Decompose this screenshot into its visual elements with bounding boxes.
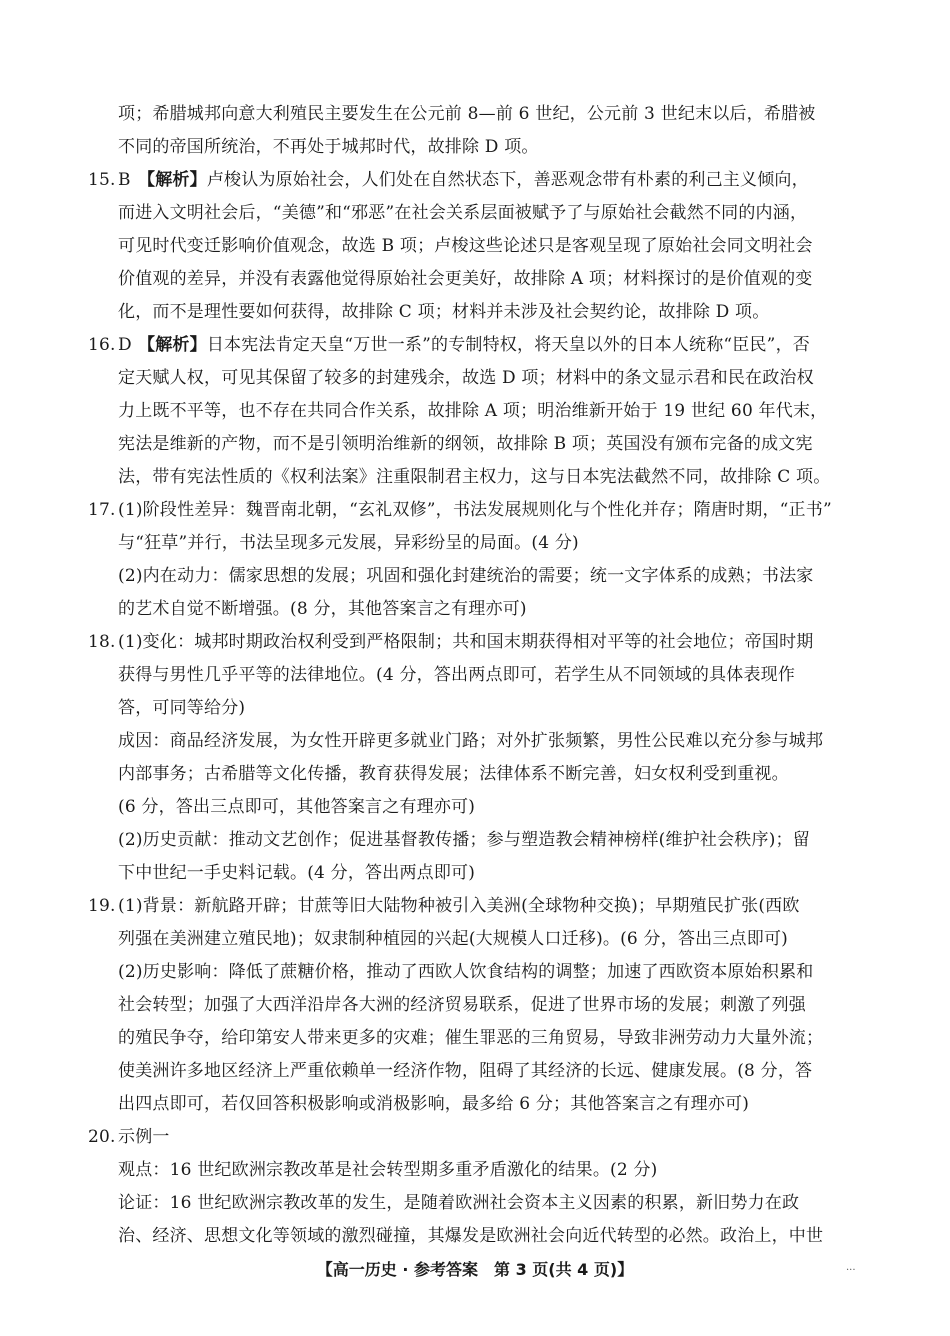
- text-line: 卢梭认为原始社会，人们处在自然状态下，善恶观念带有朴素的利己主义倾向，: [206, 170, 809, 190]
- footer-mark: ...: [846, 1262, 856, 1273]
- answer-page: [88, 98, 863, 1253]
- text-line: 使美洲许多地区经济上严重依赖单一经济作物，阻碍了其经济的长远、健康发展。(8 分，答: [118, 1061, 813, 1081]
- question-head: [88, 1121, 863, 1154]
- text-line: 化，而不是理性要如何获得，故排除 C 项；材料并未涉及社会契约论，故排除 D 项。: [118, 302, 770, 322]
- text-line: 论证：16 世纪欧洲宗教改革的发生，是随着欧洲社会资本主义因素的积累，新旧势力在政: [118, 1193, 800, 1213]
- text-line: 力上既不平等，也不存在共同合作关系，故排除 A 项；明治维新开始于 19 世纪 60 年代末，: [118, 401, 828, 421]
- text-line: (1)阶段性差异：魏晋南北朝，“玄礼双修”，书法发展规则化与个性化并存；隋唐时期，“正书”: [118, 500, 832, 520]
- text-line: 观点：16 世纪欧洲宗教改革是社会转型期多重矛盾激化的结果。(2 分): [118, 1160, 658, 1180]
- question-16: [88, 329, 863, 494]
- question-number: 17.: [88, 500, 116, 520]
- text-line: 可见时代变迁影响价值观念，故选 B 项；卢梭这些论述只是客观呈现了原始社会同文明社会: [118, 236, 813, 256]
- question-17: [88, 494, 863, 626]
- text-line: 日本宪法肯定天皇“万世一系”的专制特权，将天皇以外的日本人统称“臣民”，否: [206, 335, 810, 355]
- question-head: [88, 626, 863, 659]
- question-18: [88, 626, 863, 890]
- analysis-tag: 【解析】: [138, 170, 207, 190]
- answer-letter: D: [118, 335, 132, 355]
- text-line: 获得与男性几乎平等的法律地位。(4 分，答出两点即可，若学生从不同领域的具体表现作: [118, 665, 796, 685]
- text-line: 治、经济、思想文化等领域的激烈碰撞，其爆发是欧洲社会向近代转型的必然。政治上，中世: [118, 1226, 824, 1246]
- text-line: 的殖民争夺，给印第安人带来更多的灾难；催生罪恶的三角贸易，导致非洲劳动力大量外流；: [118, 1028, 824, 1048]
- text-line: (1)背景：新航路开辟；甘蔗等旧大陆物种被引入美洲(全球物种交换)；早期殖民扩张(西欧: [118, 896, 800, 916]
- text-line: 内部事务；古希腊等文化传播，教育获得发展；法律体系不断完善，妇女权利受到重视。: [118, 764, 789, 784]
- text-line: (2)内在动力：儒家思想的发展；巩固和强化封建统治的需要；统一文字体系的成熟；书法家: [118, 566, 814, 586]
- question-head: [88, 494, 863, 527]
- question-head: [88, 164, 863, 197]
- text-line: 出四点即可，若仅回答积极影响或消极影响，最多给 6 分；其他答案言之有理亦可): [118, 1094, 750, 1114]
- text-line: 答，可同等给分): [118, 698, 246, 718]
- text-line: 而进入文明社会后，“美德”和“邪恶”在社会关系层面被赋予了与原始社会截然不同的内涵，: [118, 203, 808, 223]
- text-line: 价值观的差异，并没有表露他觉得原始社会更美好，故排除 A 项；材料探讨的是价值观的变: [118, 269, 813, 289]
- text-line: (6 分，答出三点即可，其他答案言之有理亦可): [118, 797, 476, 817]
- text-line: 社会转型；加强了大西洋沿岸各大洲的经济贸易联系，促进了世界市场的发展；刺激了列强: [118, 995, 806, 1015]
- question-number: 20.: [88, 1127, 116, 1147]
- page-footer: 【高一历史 · 参考答案 第 3 页(共 4 页)】: [316, 1260, 634, 1279]
- answer-letter: B: [118, 170, 131, 190]
- question-head: [88, 890, 863, 923]
- text-line: 与“狂草”并行，书法呈现多元发展，异彩纷呈的局面。(4 分): [118, 533, 579, 553]
- continued-analysis: [88, 98, 863, 164]
- text-line: 下中世纪一手史料记载。(4 分，答出两点即可): [118, 863, 476, 883]
- text-line: 的艺术自觉不断增强。(8 分，其他答案言之有理亦可): [118, 599, 527, 619]
- text-line: (2)历史影响：降低了蔗糖价格，推动了西欧人饮食结构的调整；加速了西欧资本原始积累和: [118, 962, 814, 982]
- text-line: 不同的帝国所统治，不再处于城邦时代，故排除 D 项。: [118, 137, 539, 157]
- text-line: 项；希腊城邦向意大利殖民主要发生在公元前 8—前 6 世纪，公元前 3 世纪末以后，希腊被: [118, 104, 816, 124]
- text-line: 示例一: [118, 1127, 170, 1147]
- text-line: 宪法是维新的产物，而不是引领明治维新的纲领，故排除 B 项；英国没有颁布完备的成文宪: [118, 434, 813, 454]
- text-line: 成因：商品经济发展，为女性开辟更多就业门路；对外扩张频繁，男性公民难以充分参与城邦: [118, 731, 824, 751]
- text-line: 定天赋人权，可见其保留了较多的封建残余，故选 D 项；材料中的条文显示君和民在政治权: [118, 368, 814, 388]
- question-number: 19.: [88, 896, 116, 916]
- question-number: 16.: [88, 335, 116, 355]
- question-number: 15.: [88, 170, 116, 190]
- question-head: [88, 329, 863, 362]
- text-line: (1)变化：城邦时期政治权利受到严格限制；共和国末期获得相对平等的社会地位；帝国时期: [118, 632, 814, 652]
- text-line: 法，带有宪法性质的《权利法案》注重限制君主权力，这与日本宪法截然不同，故排除 C 项。: [118, 467, 831, 487]
- question-19: [88, 890, 863, 1121]
- question-15: [88, 164, 863, 329]
- text-line: 列强在美洲建立殖民地)；奴隶制种植园的兴起(大规模人口迁移)。(6 分，答出三点即可): [118, 929, 788, 949]
- question-20: [88, 1121, 863, 1253]
- text-line: (2)历史贡献：推动文艺创作；促进基督教传播；参与塑造教会精神榜样(维护社会秩序)；留: [118, 830, 810, 850]
- analysis-tag: 【解析】: [138, 335, 207, 355]
- question-number: 18.: [88, 632, 116, 652]
